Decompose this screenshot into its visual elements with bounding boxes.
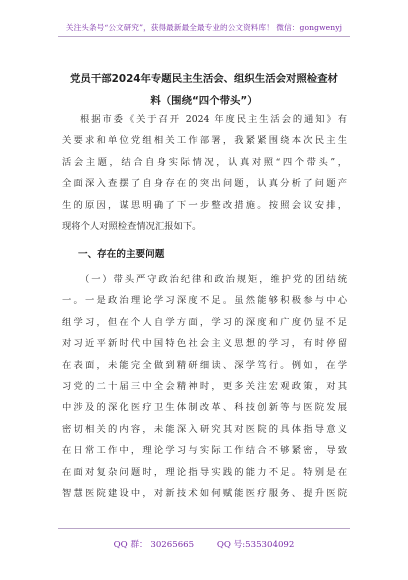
body-line: 智慧医院建设中，对新技术如何赋能医疗服务、提升医院: [62, 487, 347, 499]
intro-line: 活会主题，结合自身实际情况，认真对照“四个带头”，: [62, 156, 347, 168]
body-line: （一）带头严守政治纪律和政治规矩，维护党的团结统: [80, 274, 347, 285]
document-title-line-2: 料（围绕“四个带头”）: [150, 95, 258, 107]
footer-divider: [58, 528, 350, 529]
body-line: 在日常工作中，理论学习与实际工作结合不够紧密，导致: [62, 445, 347, 457]
document-title-line-1: 党员干部2024年专题民主生活会、组织生活会对照检查材: [70, 73, 338, 85]
intro-line: 根据市委《关于召开 2024 年度民主生活会的通知》有: [80, 114, 347, 125]
body-line: 一。一是政治理论学习深度不足。虽然能够积极参与中心: [62, 295, 347, 307]
section-heading-issues: 一、存在的主要问题: [78, 249, 165, 260]
intro-line: 全面深入查摆了自身存在的突出问题，认真分析了问题产: [62, 178, 347, 190]
body-line: 对习近平新时代中国特色社会主义思想的学习，有时停留: [62, 338, 347, 350]
body-line: 密切相关的内容，未能深入研究其对医院的具体指导意义: [62, 423, 347, 435]
header-notice: 关注头条号“公文研究”，获得最新最全最专业的公文资料库！ 微信：gongwenyj: [65, 23, 343, 32]
footer-contact: [0, 538, 408, 550]
footer-qq-group: QQ 群： 30265665: [113, 540, 195, 550]
body-line: 在面对复杂问题时，理论指导实践的能力不足。特别是在: [62, 466, 347, 478]
intro-paragraph: [62, 109, 347, 237]
intro-line: 现将个人对照检查情况汇报如下。: [62, 220, 202, 232]
footer-qq-number: QQ 号:535304092: [216, 540, 295, 550]
header-divider: [58, 36, 350, 37]
body-line: 中涉及的深化医疗卫生体制改革、科技创新等与医院发展: [62, 402, 347, 414]
body-line: 组学习，但在个人自学方面，学习的深度和广度仍显不足: [62, 316, 347, 328]
body-line: 在表面，未能完全做到精研细读、深学笃行。例如，在学: [62, 359, 347, 371]
intro-line: 生的原因，谋思明确了下一步整改措施。按照会议安排，: [62, 199, 347, 211]
body-paragraph: [62, 269, 347, 504]
intro-line: 关要求和单位党组相关工作部署，我紧紧围绕本次民主生: [62, 135, 347, 147]
body-line: 习党的二十届三中全会精神时，更多关注宏观政策，对其: [62, 380, 347, 392]
